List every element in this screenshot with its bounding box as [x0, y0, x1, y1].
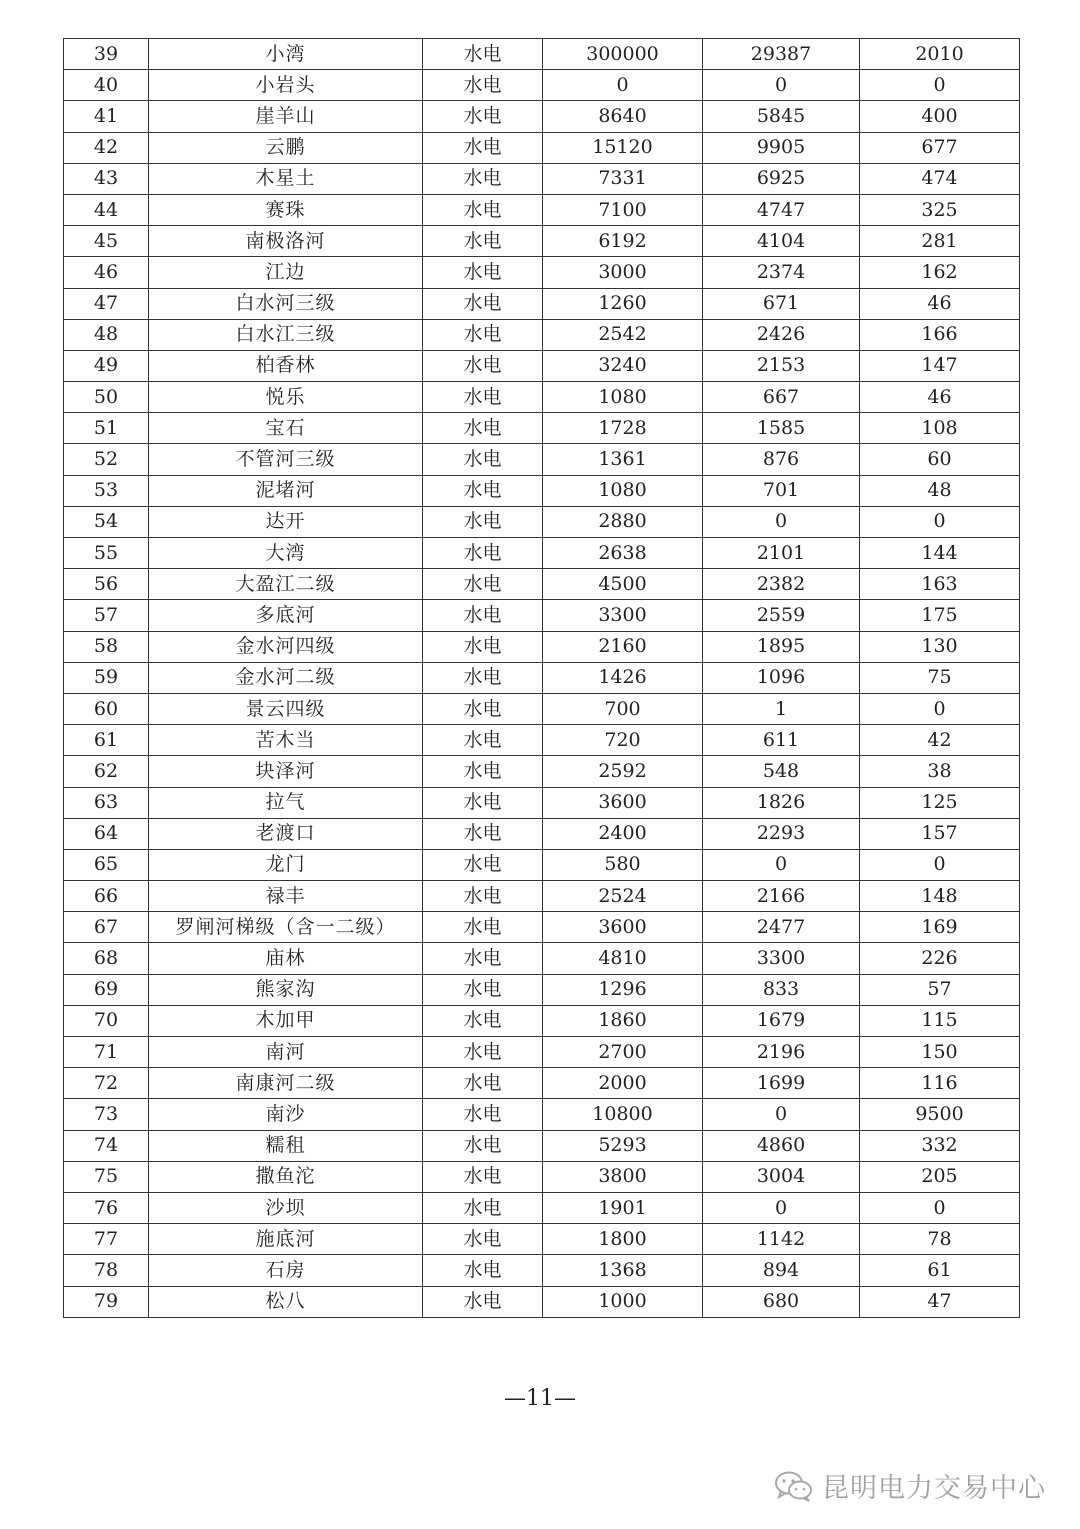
amount-cell: 163 — [860, 569, 1020, 600]
table-row — [64, 662, 1020, 693]
plant-name-cell: 木加甲 — [149, 1005, 423, 1036]
row-number-cell: 39 — [64, 39, 149, 70]
table-row — [64, 70, 1020, 101]
plant-name-cell: 云鹏 — [149, 132, 423, 163]
value-cell: 1 — [703, 693, 860, 724]
amount-cell: 46 — [860, 288, 1020, 319]
plant-name-cell: 金水河二级 — [149, 662, 423, 693]
row-number-cell: 56 — [64, 569, 149, 600]
plant-name-cell: 悦乐 — [149, 382, 423, 413]
value-cell: 3300 — [703, 943, 860, 974]
plant-type-cell: 水电 — [423, 849, 543, 880]
table-row — [64, 631, 1020, 662]
table-row — [64, 1005, 1020, 1036]
row-number-cell: 41 — [64, 101, 149, 132]
value-cell: 2196 — [703, 1037, 860, 1068]
table-row — [64, 413, 1020, 444]
amount-cell: 150 — [860, 1037, 1020, 1068]
plant-name-cell: 拉气 — [149, 787, 423, 818]
value-cell: 1679 — [703, 1005, 860, 1036]
amount-cell: 0 — [860, 693, 1020, 724]
value-cell: 0 — [703, 506, 860, 537]
plant-name-cell: 泥堵河 — [149, 475, 423, 506]
table-row — [64, 1099, 1020, 1130]
capacity-cell: 3600 — [543, 912, 703, 943]
value-cell: 1699 — [703, 1068, 860, 1099]
capacity-cell: 0 — [543, 70, 703, 101]
table-row — [64, 194, 1020, 225]
table-row — [64, 756, 1020, 787]
row-number-cell: 69 — [64, 974, 149, 1005]
capacity-cell: 2700 — [543, 1037, 703, 1068]
value-cell: 894 — [703, 1255, 860, 1286]
plant-name-cell: 木星土 — [149, 163, 423, 194]
amount-cell: 166 — [860, 319, 1020, 350]
value-cell: 667 — [703, 382, 860, 413]
watermark — [774, 1466, 1046, 1505]
amount-cell: 75 — [860, 662, 1020, 693]
plant-type-cell: 水电 — [423, 693, 543, 724]
value-cell: 29387 — [703, 39, 860, 70]
capacity-cell: 5293 — [543, 1130, 703, 1161]
plant-name-cell: 景云四级 — [149, 693, 423, 724]
plant-name-cell: 苦木当 — [149, 725, 423, 756]
value-cell: 548 — [703, 756, 860, 787]
plant-name-cell: 宝石 — [149, 413, 423, 444]
value-cell: 833 — [703, 974, 860, 1005]
capacity-cell: 8640 — [543, 101, 703, 132]
capacity-cell: 1080 — [543, 475, 703, 506]
amount-cell: 0 — [860, 1192, 1020, 1223]
value-cell: 9905 — [703, 132, 860, 163]
table-row — [64, 1068, 1020, 1099]
table-row — [64, 538, 1020, 569]
plant-type-cell: 水电 — [423, 1037, 543, 1068]
amount-cell: 205 — [860, 1161, 1020, 1192]
value-cell: 1895 — [703, 631, 860, 662]
capacity-cell: 720 — [543, 725, 703, 756]
plant-name-cell: 大湾 — [149, 538, 423, 569]
row-number-cell: 43 — [64, 163, 149, 194]
plant-name-cell: 大盈江二级 — [149, 569, 423, 600]
amount-cell: 125 — [860, 787, 1020, 818]
plant-type-cell: 水电 — [423, 600, 543, 631]
row-number-cell: 62 — [64, 756, 149, 787]
table-row — [64, 101, 1020, 132]
row-number-cell: 45 — [64, 226, 149, 257]
row-number-cell: 40 — [64, 70, 149, 101]
row-number-cell: 61 — [64, 725, 149, 756]
row-number-cell: 74 — [64, 1130, 149, 1161]
row-number-cell: 78 — [64, 1255, 149, 1286]
plant-name-cell: 金水河四级 — [149, 631, 423, 662]
value-cell: 0 — [703, 849, 860, 880]
capacity-cell: 3000 — [543, 257, 703, 288]
plant-name-cell: 小湾 — [149, 39, 423, 70]
capacity-cell: 1260 — [543, 288, 703, 319]
plant-type-cell: 水电 — [423, 1005, 543, 1036]
capacity-cell: 1901 — [543, 1192, 703, 1223]
table-row — [64, 319, 1020, 350]
amount-cell: 148 — [860, 881, 1020, 912]
value-cell: 3004 — [703, 1161, 860, 1192]
plant-type-cell: 水电 — [423, 1255, 543, 1286]
table-row — [64, 693, 1020, 724]
table-row — [64, 163, 1020, 194]
value-cell: 4104 — [703, 226, 860, 257]
plant-name-cell: 块泽河 — [149, 756, 423, 787]
value-cell: 2559 — [703, 600, 860, 631]
plant-name-cell: 禄丰 — [149, 881, 423, 912]
table-row — [64, 787, 1020, 818]
plant-type-cell: 水电 — [423, 1192, 543, 1223]
value-cell: 1142 — [703, 1224, 860, 1255]
table-row — [64, 974, 1020, 1005]
plant-type-cell: 水电 — [423, 444, 543, 475]
table-row — [64, 444, 1020, 475]
capacity-cell: 4810 — [543, 943, 703, 974]
plant-name-cell: 糯租 — [149, 1130, 423, 1161]
amount-cell: 116 — [860, 1068, 1020, 1099]
value-cell: 2374 — [703, 257, 860, 288]
row-number-cell: 76 — [64, 1192, 149, 1223]
row-number-cell: 52 — [64, 444, 149, 475]
row-number-cell: 63 — [64, 787, 149, 818]
row-number-cell: 71 — [64, 1037, 149, 1068]
amount-cell: 175 — [860, 600, 1020, 631]
row-number-cell: 48 — [64, 319, 149, 350]
plant-type-cell: 水电 — [423, 288, 543, 319]
table-row — [64, 475, 1020, 506]
capacity-cell: 2524 — [543, 881, 703, 912]
row-number-cell: 77 — [64, 1224, 149, 1255]
plant-name-cell: 龙门 — [149, 849, 423, 880]
amount-cell: 169 — [860, 912, 1020, 943]
amount-cell: 147 — [860, 350, 1020, 381]
plant-name-cell: 南极洛河 — [149, 226, 423, 257]
plant-type-cell: 水电 — [423, 974, 543, 1005]
table-row — [64, 506, 1020, 537]
plant-type-cell: 水电 — [423, 39, 543, 70]
row-number-cell: 58 — [64, 631, 149, 662]
capacity-cell: 300000 — [543, 39, 703, 70]
amount-cell: 400 — [860, 101, 1020, 132]
table-row — [64, 1286, 1020, 1317]
plant-type-cell: 水电 — [423, 1068, 543, 1099]
plant-type-cell: 水电 — [423, 319, 543, 350]
plant-name-cell: 柏香林 — [149, 350, 423, 381]
plant-type-cell: 水电 — [423, 1099, 543, 1130]
plant-name-cell: 庙林 — [149, 943, 423, 974]
value-cell: 0 — [703, 70, 860, 101]
value-cell: 2166 — [703, 881, 860, 912]
plant-name-cell: 白水江三级 — [149, 319, 423, 350]
capacity-cell: 3600 — [543, 787, 703, 818]
table-row — [64, 1255, 1020, 1286]
capacity-cell: 1800 — [543, 1224, 703, 1255]
plant-name-cell: 沙坝 — [149, 1192, 423, 1223]
row-number-cell: 55 — [64, 538, 149, 569]
plant-type-cell: 水电 — [423, 912, 543, 943]
capacity-cell: 1728 — [543, 413, 703, 444]
value-cell: 2293 — [703, 818, 860, 849]
watermark-text: 昆明电力交易中心 — [822, 1473, 1046, 1504]
table-row — [64, 350, 1020, 381]
row-number-cell: 66 — [64, 881, 149, 912]
amount-cell: 0 — [860, 70, 1020, 101]
plant-type-cell: 水电 — [423, 70, 543, 101]
plant-name-cell: 小岩头 — [149, 70, 423, 101]
capacity-cell: 1426 — [543, 662, 703, 693]
capacity-cell: 6192 — [543, 226, 703, 257]
table-row — [64, 725, 1020, 756]
capacity-cell: 3240 — [543, 350, 703, 381]
amount-cell: 78 — [860, 1224, 1020, 1255]
value-cell: 2477 — [703, 912, 860, 943]
row-number-cell: 42 — [64, 132, 149, 163]
table-row — [64, 1224, 1020, 1255]
plant-name-cell: 达开 — [149, 506, 423, 537]
amount-cell: 46 — [860, 382, 1020, 413]
plant-name-cell: 赛珠 — [149, 194, 423, 225]
capacity-cell: 4500 — [543, 569, 703, 600]
capacity-cell: 2592 — [543, 756, 703, 787]
plant-type-cell: 水电 — [423, 475, 543, 506]
amount-cell: 281 — [860, 226, 1020, 257]
plant-name-cell: 崖羊山 — [149, 101, 423, 132]
plant-name-cell: 松八 — [149, 1286, 423, 1317]
plant-type-cell: 水电 — [423, 538, 543, 569]
capacity-cell: 2400 — [543, 818, 703, 849]
value-cell: 2153 — [703, 350, 860, 381]
plant-type-cell: 水电 — [423, 350, 543, 381]
plant-type-cell: 水电 — [423, 943, 543, 974]
row-number-cell: 51 — [64, 413, 149, 444]
amount-cell: 9500 — [860, 1099, 1020, 1130]
row-number-cell: 67 — [64, 912, 149, 943]
plant-type-cell: 水电 — [423, 1224, 543, 1255]
value-cell: 680 — [703, 1286, 860, 1317]
plant-type-cell: 水电 — [423, 382, 543, 413]
value-cell: 0 — [703, 1099, 860, 1130]
table-row — [64, 288, 1020, 319]
plant-type-cell: 水电 — [423, 662, 543, 693]
capacity-cell: 1000 — [543, 1286, 703, 1317]
value-cell: 2382 — [703, 569, 860, 600]
value-cell: 1826 — [703, 787, 860, 818]
plant-name-cell: 熊家沟 — [149, 974, 423, 1005]
capacity-cell: 7100 — [543, 194, 703, 225]
table-row — [64, 1192, 1020, 1223]
plant-type-cell: 水电 — [423, 756, 543, 787]
value-cell: 0 — [703, 1192, 860, 1223]
capacity-cell: 2160 — [543, 631, 703, 662]
amount-cell: 47 — [860, 1286, 1020, 1317]
table-row — [64, 39, 1020, 70]
plant-name-cell: 多底河 — [149, 600, 423, 631]
capacity-cell: 15120 — [543, 132, 703, 163]
table-row — [64, 1161, 1020, 1192]
table-row — [64, 943, 1020, 974]
plant-name-cell: 撒鱼沱 — [149, 1161, 423, 1192]
capacity-cell: 3300 — [543, 600, 703, 631]
value-cell: 701 — [703, 475, 860, 506]
capacity-cell: 1361 — [543, 444, 703, 475]
row-number-cell: 70 — [64, 1005, 149, 1036]
plant-name-cell: 南康河二级 — [149, 1068, 423, 1099]
plant-type-cell: 水电 — [423, 787, 543, 818]
capacity-cell: 1296 — [543, 974, 703, 1005]
value-cell: 611 — [703, 725, 860, 756]
table-row — [64, 600, 1020, 631]
wechat-icon — [774, 1469, 814, 1503]
row-number-cell: 60 — [64, 693, 149, 724]
plant-type-cell: 水电 — [423, 569, 543, 600]
amount-cell: 332 — [860, 1130, 1020, 1161]
table-row — [64, 912, 1020, 943]
plant-type-cell: 水电 — [423, 725, 543, 756]
plant-type-cell: 水电 — [423, 194, 543, 225]
amount-cell: 115 — [860, 1005, 1020, 1036]
row-number-cell: 79 — [64, 1286, 149, 1317]
amount-cell: 162 — [860, 257, 1020, 288]
capacity-cell: 2000 — [543, 1068, 703, 1099]
row-number-cell: 65 — [64, 849, 149, 880]
row-number-cell: 44 — [64, 194, 149, 225]
plant-name-cell: 不管河三级 — [149, 444, 423, 475]
row-number-cell: 59 — [64, 662, 149, 693]
amount-cell: 0 — [860, 849, 1020, 880]
plant-type-cell: 水电 — [423, 506, 543, 537]
amount-cell: 60 — [860, 444, 1020, 475]
capacity-cell: 2638 — [543, 538, 703, 569]
plant-type-cell: 水电 — [423, 132, 543, 163]
plant-type-cell: 水电 — [423, 631, 543, 662]
table-row — [64, 818, 1020, 849]
amount-cell: 108 — [860, 413, 1020, 444]
table-row — [64, 881, 1020, 912]
plant-type-cell: 水电 — [423, 413, 543, 444]
plant-name-cell: 南沙 — [149, 1099, 423, 1130]
table-row — [64, 1037, 1020, 1068]
value-cell: 6925 — [703, 163, 860, 194]
plant-type-cell: 水电 — [423, 226, 543, 257]
plant-name-cell: 石房 — [149, 1255, 423, 1286]
row-number-cell: 72 — [64, 1068, 149, 1099]
plant-name-cell: 施底河 — [149, 1224, 423, 1255]
capacity-cell: 10800 — [543, 1099, 703, 1130]
amount-cell: 144 — [860, 538, 1020, 569]
amount-cell: 474 — [860, 163, 1020, 194]
capacity-cell: 2542 — [543, 319, 703, 350]
plant-type-cell: 水电 — [423, 1130, 543, 1161]
plant-name-cell: 白水河三级 — [149, 288, 423, 319]
table-row — [64, 569, 1020, 600]
row-number-cell: 46 — [64, 257, 149, 288]
row-number-cell: 49 — [64, 350, 149, 381]
plant-name-cell: 江边 — [149, 257, 423, 288]
plant-name-cell: 罗闸河梯级（含一二级） — [149, 912, 423, 943]
row-number-cell: 73 — [64, 1099, 149, 1130]
capacity-cell: 2880 — [543, 506, 703, 537]
table-row — [64, 132, 1020, 163]
page-number: —11— — [504, 1386, 576, 1411]
row-number-cell: 54 — [64, 506, 149, 537]
row-number-cell: 75 — [64, 1161, 149, 1192]
plant-type-cell: 水电 — [423, 101, 543, 132]
value-cell: 5845 — [703, 101, 860, 132]
plant-type-cell: 水电 — [423, 257, 543, 288]
table-row — [64, 257, 1020, 288]
amount-cell: 57 — [860, 974, 1020, 1005]
plant-type-cell: 水电 — [423, 1286, 543, 1317]
plant-type-cell: 水电 — [423, 163, 543, 194]
row-number-cell: 47 — [64, 288, 149, 319]
amount-cell: 325 — [860, 194, 1020, 225]
value-cell: 2426 — [703, 319, 860, 350]
plant-table-body — [64, 39, 1020, 1318]
table-row — [64, 226, 1020, 257]
table-row — [64, 849, 1020, 880]
value-cell: 1585 — [703, 413, 860, 444]
amount-cell: 38 — [860, 756, 1020, 787]
amount-cell: 48 — [860, 475, 1020, 506]
plant-type-cell: 水电 — [423, 881, 543, 912]
amount-cell: 226 — [860, 943, 1020, 974]
value-cell: 4747 — [703, 194, 860, 225]
row-number-cell: 53 — [64, 475, 149, 506]
plant-name-cell: 老渡口 — [149, 818, 423, 849]
amount-cell: 42 — [860, 725, 1020, 756]
value-cell: 4860 — [703, 1130, 860, 1161]
capacity-cell: 1080 — [543, 382, 703, 413]
amount-cell: 157 — [860, 818, 1020, 849]
value-cell: 1096 — [703, 662, 860, 693]
row-number-cell: 64 — [64, 818, 149, 849]
capacity-cell: 1368 — [543, 1255, 703, 1286]
value-cell: 2101 — [703, 538, 860, 569]
plant-type-cell: 水电 — [423, 1161, 543, 1192]
capacity-cell: 700 — [543, 693, 703, 724]
amount-cell: 0 — [860, 506, 1020, 537]
plant-type-cell: 水电 — [423, 818, 543, 849]
amount-cell: 2010 — [860, 39, 1020, 70]
row-number-cell: 50 — [64, 382, 149, 413]
capacity-cell: 3800 — [543, 1161, 703, 1192]
table-row — [64, 382, 1020, 413]
capacity-cell: 1860 — [543, 1005, 703, 1036]
amount-cell: 130 — [860, 631, 1020, 662]
capacity-cell: 580 — [543, 849, 703, 880]
row-number-cell: 68 — [64, 943, 149, 974]
plant-name-cell: 南河 — [149, 1037, 423, 1068]
plant-table — [63, 38, 1020, 1318]
value-cell: 876 — [703, 444, 860, 475]
value-cell: 671 — [703, 288, 860, 319]
amount-cell: 61 — [860, 1255, 1020, 1286]
row-number-cell: 57 — [64, 600, 149, 631]
capacity-cell: 7331 — [543, 163, 703, 194]
amount-cell: 677 — [860, 132, 1020, 163]
table-row — [64, 1130, 1020, 1161]
